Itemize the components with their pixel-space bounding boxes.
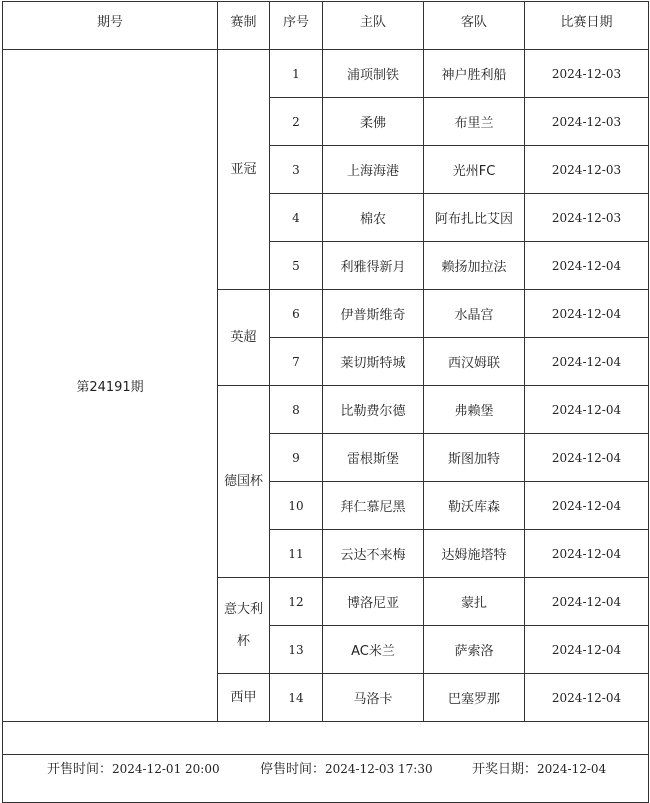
seq-cell: 7 bbox=[270, 338, 323, 386]
match-date-cell: 2024-12-04 bbox=[525, 482, 649, 530]
seq-cell: 9 bbox=[270, 434, 323, 482]
home-team-cell: 马洛卡 bbox=[323, 674, 424, 722]
header-away: 客队 bbox=[424, 2, 525, 50]
league-name: 德国杯 bbox=[223, 473, 263, 489]
match-date-cell: 2024-12-04 bbox=[525, 626, 649, 674]
header-league: 赛制 bbox=[218, 2, 270, 50]
home-team-cell: 柔佛 bbox=[323, 98, 424, 146]
match-schedule-table bbox=[2, 1, 649, 803]
match-date-cell: 2024-12-03 bbox=[525, 146, 649, 194]
seq-cell: 14 bbox=[270, 674, 323, 722]
blank-row bbox=[3, 722, 649, 755]
home-team-cell: 博洛尼亚 bbox=[323, 578, 424, 626]
sale-stop-label: 停售时间： bbox=[260, 762, 326, 777]
match-date-cell: 2024-12-04 bbox=[525, 530, 649, 578]
sale-start-label: 开售时间： bbox=[47, 762, 113, 777]
match-date-cell: 2024-12-03 bbox=[525, 50, 649, 98]
home-team-cell: 棉农 bbox=[323, 194, 424, 242]
away-team-cell: 巴塞罗那 bbox=[424, 674, 525, 722]
seq-cell: 6 bbox=[270, 290, 323, 338]
home-team-cell: 利雅得新月 bbox=[323, 242, 424, 290]
league-name: 英超 bbox=[230, 329, 257, 345]
home-team-cell: 伊普斯维奇 bbox=[323, 290, 424, 338]
blank-cell bbox=[3, 722, 649, 755]
league-cell bbox=[218, 386, 270, 578]
match-date-cell: 2024-12-03 bbox=[525, 98, 649, 146]
league-cell bbox=[218, 674, 270, 722]
home-team-cell: 莱切斯特城 bbox=[323, 338, 424, 386]
table-row bbox=[3, 50, 649, 98]
seq-cell: 4 bbox=[270, 194, 323, 242]
draw-date-label: 开奖日期： bbox=[472, 762, 538, 777]
away-team-cell: 西汉姆联 bbox=[424, 338, 525, 386]
match-date-cell: 2024-12-04 bbox=[525, 434, 649, 482]
match-date-cell: 2024-12-04 bbox=[525, 578, 649, 626]
away-team-cell: 蒙扎 bbox=[424, 578, 525, 626]
draw-date-value: 2024-12-04 bbox=[537, 762, 607, 776]
seq-cell: 11 bbox=[270, 530, 323, 578]
league-cell bbox=[218, 578, 270, 674]
seq-cell: 3 bbox=[270, 146, 323, 194]
match-date-cell: 2024-12-04 bbox=[525, 674, 649, 722]
away-team-cell: 萨索洛 bbox=[424, 626, 525, 674]
seq-cell: 10 bbox=[270, 482, 323, 530]
seq-cell: 12 bbox=[270, 578, 323, 626]
sale-start-value: 2024-12-01 20:00 bbox=[112, 762, 220, 776]
header-seq: 序号 bbox=[270, 2, 323, 50]
away-team-cell: 赖扬加拉法 bbox=[424, 242, 525, 290]
sale-stop bbox=[260, 758, 433, 777]
home-team-cell: 云达不来梅 bbox=[323, 530, 424, 578]
home-team-cell: AC米兰 bbox=[323, 626, 424, 674]
league-name: 意大利杯 bbox=[223, 601, 263, 649]
match-date-cell: 2024-12-04 bbox=[525, 242, 649, 290]
away-team-cell: 勒沃库森 bbox=[424, 482, 525, 530]
header-period: 期号 bbox=[3, 2, 218, 50]
away-team-cell: 神户胜利船 bbox=[424, 50, 525, 98]
away-team-cell: 斯图加特 bbox=[424, 434, 525, 482]
home-team-cell: 浦项制铁 bbox=[323, 50, 424, 98]
seq-cell: 13 bbox=[270, 626, 323, 674]
sale-stop-value: 2024-12-03 17:30 bbox=[325, 762, 433, 776]
away-team-cell: 布里兰 bbox=[424, 98, 525, 146]
header-home: 主队 bbox=[323, 2, 424, 50]
seq-cell: 8 bbox=[270, 386, 323, 434]
away-team-cell: 阿布扎比艾因 bbox=[424, 194, 525, 242]
seq-cell: 5 bbox=[270, 242, 323, 290]
home-team-cell: 比勒费尔德 bbox=[323, 386, 424, 434]
header-date: 比赛日期 bbox=[525, 2, 649, 50]
league-name: 西甲 bbox=[230, 689, 257, 705]
away-team-cell: 水晶宫 bbox=[424, 290, 525, 338]
seq-cell: 1 bbox=[270, 50, 323, 98]
home-team-cell: 雷根斯堡 bbox=[323, 434, 424, 482]
seq-cell: 2 bbox=[270, 98, 323, 146]
league-cell bbox=[218, 290, 270, 386]
match-date-cell: 2024-12-04 bbox=[525, 290, 649, 338]
header-row bbox=[3, 2, 649, 50]
league-name: 亚冠 bbox=[230, 161, 257, 177]
away-team-cell: 弗赖堡 bbox=[424, 386, 525, 434]
draw-date bbox=[472, 758, 606, 777]
match-date-cell: 2024-12-04 bbox=[525, 338, 649, 386]
away-team-cell: 光州FC bbox=[424, 146, 525, 194]
home-team-cell: 拜仁慕尼黑 bbox=[323, 482, 424, 530]
match-date-cell: 2024-12-04 bbox=[525, 386, 649, 434]
period-cell: 第24191期 bbox=[3, 50, 218, 722]
sale-start bbox=[47, 758, 220, 777]
league-cell bbox=[218, 50, 270, 290]
home-team-cell: 上海海港 bbox=[323, 146, 424, 194]
away-team-cell: 达姆施塔特 bbox=[424, 530, 525, 578]
match-date-cell: 2024-12-03 bbox=[525, 194, 649, 242]
